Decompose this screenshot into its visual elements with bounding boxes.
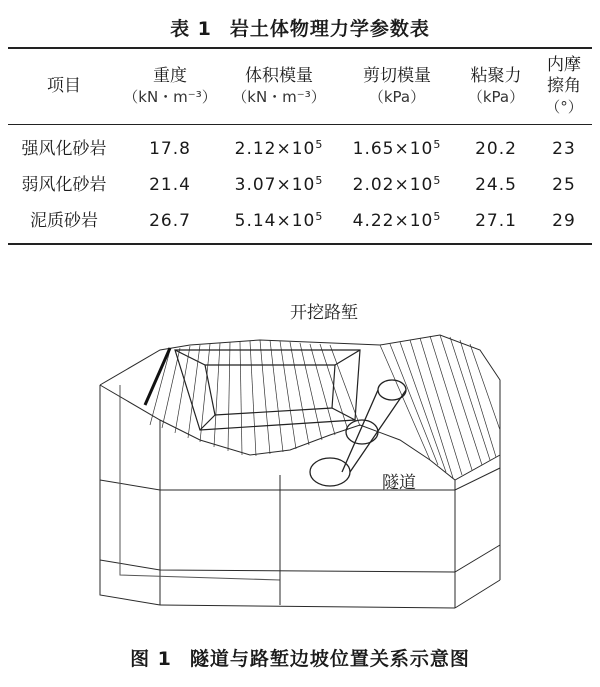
header-cohesion-unit: （kPa） — [467, 87, 525, 106]
header-cohesion — [456, 48, 536, 125]
header-friction-name2: 擦角 — [547, 76, 581, 96]
parameter-table — [8, 47, 592, 245]
box-bottom-right — [455, 580, 500, 608]
cell-shear — [338, 203, 456, 244]
cell-cohesion: 20.2 — [475, 139, 517, 159]
cell-cohesion: 27.1 — [456, 203, 536, 244]
header-shear-modulus — [338, 48, 456, 125]
table-row — [8, 167, 592, 203]
box-left-edge — [100, 385, 160, 605]
cell-friction: 25 — [552, 175, 576, 195]
cell-shear-exp: 5 — [433, 138, 442, 151]
cell-bulk-base: 2.12×10 — [234, 139, 316, 159]
slope-hatching — [150, 335, 500, 478]
box-back-line — [120, 385, 280, 580]
label-cut: 开挖路堑 — [290, 303, 358, 323]
tunnel-cut-diagram — [0, 290, 600, 635]
cell-bulk — [220, 203, 338, 244]
cell-shear — [338, 125, 456, 168]
header-bulk-unit: （kN・m⁻³） — [232, 87, 326, 106]
cell-density: 17.8 — [149, 139, 191, 159]
row-name: 弱风化砂岩 — [21, 175, 107, 195]
header-friction-name: 内摩 — [547, 55, 581, 75]
header-friction-angle — [536, 48, 592, 125]
cell-bulk-base: 5.14×10 — [234, 211, 316, 231]
terrain-right-profile — [360, 425, 500, 480]
cell-shear-exp: 5 — [433, 210, 442, 223]
table-row — [8, 203, 592, 244]
cell-shear-base: 4.22×10 — [352, 211, 434, 231]
header-item: 项目 — [8, 48, 120, 125]
cell-density: 26.7 — [120, 203, 220, 244]
table-header-row — [8, 48, 592, 125]
box-bottom-front — [160, 605, 455, 608]
header-density — [120, 48, 220, 125]
cell-shear-exp: 5 — [433, 174, 442, 187]
cell-density: 21.4 — [149, 175, 191, 195]
tunnel-ring-mid — [346, 420, 378, 444]
tunnel-ring-near — [310, 458, 350, 486]
header-bulk-name: 体积模量 — [245, 65, 313, 86]
tunnel-left-wall — [342, 390, 378, 472]
table-title-text: 岩土体物理力学参数表 — [229, 18, 430, 40]
header-shear-unit: （kPa） — [368, 87, 426, 106]
table-row — [8, 125, 592, 168]
cell-bulk — [220, 167, 338, 203]
cell-bulk-exp: 5 — [315, 210, 324, 223]
header-bulk-modulus — [220, 48, 338, 125]
cell-bulk — [220, 125, 338, 168]
table-title — [0, 14, 600, 41]
figure-number: 图 1 — [130, 648, 172, 670]
terrain-front-profile — [100, 385, 360, 455]
cell-friction: 29 — [536, 203, 592, 244]
header-density-unit: （kN・m⁻³） — [123, 87, 217, 106]
cell-bulk-exp: 5 — [315, 138, 324, 151]
header-cohesion-name: 粘聚力 — [470, 65, 522, 86]
figure-caption — [0, 644, 600, 671]
row-name: 强风化砂岩 — [21, 139, 107, 159]
header-shear-name: 剪切模量 — [363, 65, 431, 86]
table-number: 表 1 — [170, 18, 212, 40]
cell-cohesion: 24.5 — [475, 175, 517, 195]
figure-caption-text: 隧道与路堑边坡位置关系示意图 — [189, 648, 470, 670]
row-name: 泥质砂岩 — [8, 203, 120, 244]
tunnel-right-wall — [350, 390, 406, 472]
cell-shear-base: 1.65×10 — [352, 139, 434, 159]
cell-bulk-exp: 5 — [315, 174, 324, 187]
cell-bulk-base: 3.07×10 — [234, 175, 316, 195]
label-tunnel: 隧道 — [382, 473, 416, 493]
header-friction-unit: （°） — [545, 98, 583, 116]
cell-friction: 23 — [552, 139, 576, 159]
cell-shear-base: 2.02×10 — [352, 175, 434, 195]
cell-shear — [338, 167, 456, 203]
header-density-name: 重度 — [153, 65, 187, 86]
